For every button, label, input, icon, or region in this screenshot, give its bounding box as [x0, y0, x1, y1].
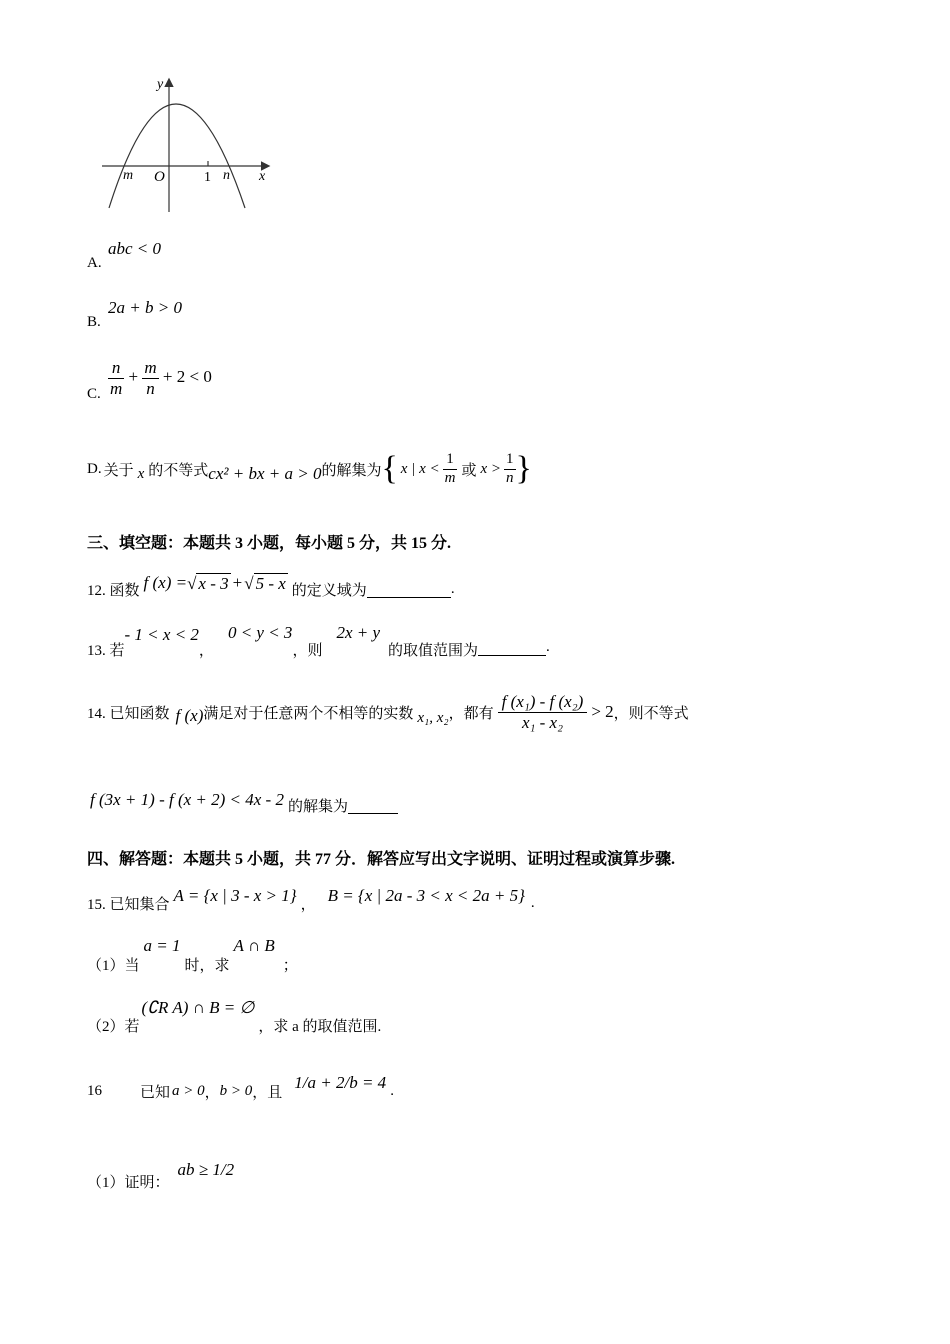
d-frac1-num: 1 — [443, 451, 458, 469]
q15-p2-expr: (∁R A) ∩ B = ∅ — [141, 998, 255, 1017]
q15-p1-expr: A ∩ B — [233, 936, 275, 955]
c-plus: + — [128, 366, 139, 386]
c-frac2-den: n — [146, 378, 155, 398]
option-c-label: C. — [87, 386, 101, 402]
q13-sep1: ， — [198, 643, 214, 659]
q15-set-b: B = {x | 2a - 3 < x < 2a + 5} — [327, 886, 525, 905]
q14-gt: > 2 — [591, 702, 614, 721]
q15-p2-text: ，求 a 的取值范围. — [258, 1019, 382, 1035]
option-d — [87, 442, 532, 496]
c-frac1-den: m — [110, 378, 123, 398]
option-a-label: A. — [87, 255, 102, 271]
q13-answer-blank[interactable] — [478, 639, 546, 656]
q15-p1-cond: a = 1 — [143, 936, 181, 955]
q15-p1-label: （1）当 — [87, 958, 140, 974]
option-b-expr: 2a + b > 0 — [108, 298, 182, 317]
y-axis-label: y — [157, 77, 164, 92]
q14-text3: ，则不等式 — [613, 705, 689, 722]
q13-c2: 0 < y < 3 — [227, 623, 293, 642]
q13-end: . — [546, 639, 550, 655]
section-3-heading: 三、填空题：本题共 3 小题，每小题 5 分，共 15 分. — [87, 535, 452, 552]
question-15 — [87, 876, 535, 916]
q15-set-a: A = {x | 3 - x > 1} — [173, 886, 297, 905]
option-d-x: x — [137, 465, 145, 482]
q15-p1-end: ； — [282, 958, 298, 974]
origin-label: O — [154, 169, 165, 185]
q14-ineq: f (3x + 1) - f (x + 2) < 4x - 2 — [90, 790, 284, 809]
parabola-graph — [95, 70, 280, 215]
c-frac1-num: n — [108, 358, 124, 379]
option-d-left-brace: { — [381, 450, 398, 487]
m-label: m — [123, 168, 134, 183]
option-d-mid: 的不等式 — [148, 462, 209, 479]
section-4-heading: 四、解答题：本题共 5 小题，共 77 分．解答应写出文字说明、证明过程或演算步骤. — [87, 851, 676, 868]
q16-c1: a > 0 — [172, 1082, 205, 1099]
q15-p1-text: 时，求 — [184, 958, 230, 974]
option-d-pre: 关于 — [103, 462, 134, 479]
q15-part1 — [87, 936, 298, 976]
q14-text1: 满足对于任意两个不相等的实数 — [203, 705, 414, 722]
option-d-right-brace: } — [515, 450, 532, 487]
option-d-or: 或 — [461, 462, 477, 479]
q12-rad1: x - 3 — [198, 573, 229, 593]
q15-end: . — [530, 894, 535, 911]
parabola-curve — [109, 104, 245, 208]
q12-rad2: 5 - x — [255, 573, 286, 593]
q12-num: 12. 函数 — [87, 582, 140, 599]
option-d-set-a: x | x < — [400, 460, 440, 477]
q14-frac-num: f (x₁) - f (x₂) — [498, 692, 588, 713]
q15-sep: ， — [300, 896, 316, 913]
q13-expr: 2x + y — [336, 623, 381, 642]
q14-frac-den: x₁ - x₂ — [521, 712, 564, 732]
q16-sep2: ，且 — [252, 1084, 283, 1101]
q12-sqrt1: √ x - 3 — [187, 573, 229, 593]
q15-p2-label: （2）若 — [87, 1019, 140, 1035]
option-a-expr: abc < 0 — [108, 239, 162, 258]
q16-end: . — [390, 1082, 394, 1099]
q13-text: 的取值范围为 — [388, 643, 479, 659]
q14-answer-blank[interactable] — [348, 797, 398, 814]
option-d-post: 的解集为 — [321, 462, 382, 479]
q15-part2 — [87, 998, 381, 1038]
q14-vars: x₁, x₂ — [417, 709, 449, 726]
q16-c2: b > 0 — [219, 1082, 253, 1099]
q12-text: 的定义域为 — [291, 582, 367, 599]
question-14 — [87, 682, 689, 742]
q12-fx: f (x) = — [143, 573, 188, 592]
q13-c1: - 1 < x < 2 — [124, 625, 199, 644]
q12-end: . — [450, 580, 455, 597]
q16-part1 — [87, 1145, 234, 1195]
q12-sqrt2: √ 5 - x — [244, 573, 286, 593]
option-b-label: B. — [87, 314, 101, 330]
n-label: n — [223, 168, 230, 183]
question-16 — [87, 1058, 394, 1108]
option-d-label: D. — [87, 460, 102, 477]
q15-num: 15. 已知集合 — [87, 896, 170, 913]
d-frac2-num: 1 — [504, 451, 516, 469]
q14-num: 14. 已知函数 — [87, 705, 170, 722]
one-label: 1 — [204, 170, 211, 185]
q16-text1: 已知 — [140, 1084, 171, 1101]
option-d-set-b: x > — [480, 460, 501, 477]
question-13 — [87, 623, 550, 659]
q16-sep1: ， — [204, 1084, 220, 1101]
q14-text4: 的解集为 — [287, 798, 348, 815]
q14-text2: ，都有 — [448, 705, 494, 722]
q14-frac — [498, 692, 588, 732]
q13-num: 13. 若 — [87, 643, 125, 659]
d-frac2-den: n — [506, 469, 514, 486]
x-axis-label: x — [259, 169, 266, 184]
q16-p1-label: （1）证明： — [87, 1174, 170, 1191]
c-rest: + 2 < 0 — [162, 366, 212, 386]
question-12 — [87, 565, 455, 601]
q16-p1-expr: ab ≥ 1/2 — [177, 1160, 235, 1179]
q13-sep2: ，则 — [292, 643, 323, 659]
q14-fx: f (x) — [175, 706, 204, 725]
q12-plus: + — [232, 573, 243, 592]
c-frac2-num: m — [144, 358, 157, 377]
option-d-ineq: cx² + bx + a > 0 — [208, 464, 322, 483]
q16-eq: 1/a + 2/b = 4 — [294, 1073, 387, 1092]
question-14-line2 — [90, 785, 398, 815]
q16-num: 16 — [87, 1082, 102, 1099]
q12-answer-blank[interactable] — [367, 581, 451, 598]
option-c-expr — [108, 358, 212, 398]
d-frac1-den: m — [444, 469, 456, 486]
